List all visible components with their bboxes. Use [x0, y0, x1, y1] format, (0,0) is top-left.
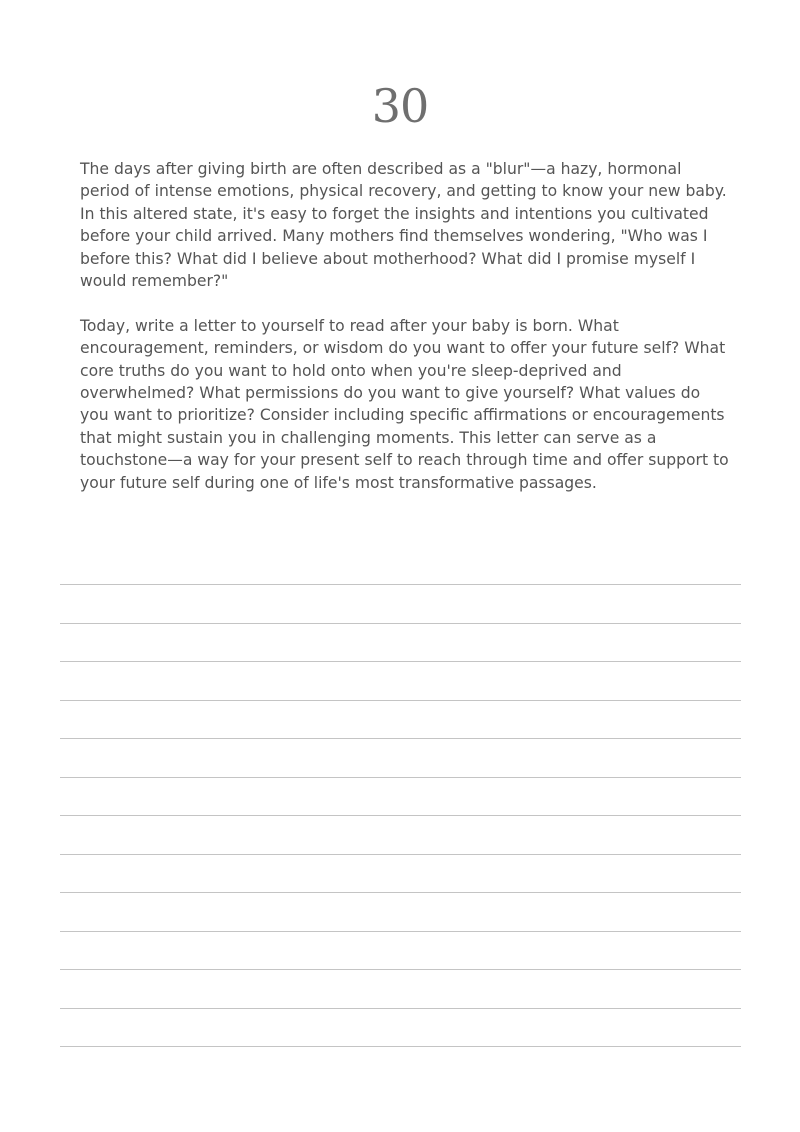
writing-line [60, 969, 741, 1008]
writing-lines [60, 584, 741, 1048]
journal-prompt [80, 158, 730, 516]
writing-line [60, 815, 741, 854]
writing-line [60, 738, 741, 777]
writing-line [60, 700, 741, 739]
prompt-paragraph: Today, write a letter to yourself to read after your baby is born. What encouragement, reminders, or wisdom do you want to offer your future self? What core truths do you want to hold onto when you're sleep-deprived and overwhelmed? What permissions do you want to give yourself? What values do you want to prioritize? Consider including specific affirmations or encouragements that might sustain you in challenging moments. This letter can serve as a touchstone—a way for your present self to reach through time and offer support to your future self during one of life's most transformative passages. [80, 316, 729, 492]
writing-line [60, 777, 741, 816]
writing-line [60, 892, 741, 931]
writing-line [60, 1046, 741, 1048]
writing-line [60, 931, 741, 970]
prompt-paragraph: The days after giving birth are often described as a "blur"—a hazy, hormonal period of intense emotions, physical recovery, and getting to know your new baby. In this altered state, it's easy to forget the insights and intentions you cultivated before your child arrived. Many mothers find themselves wondering, "Who was I before this? What did I believe about motherhood? What did I promise myself I would remember?" [80, 160, 727, 291]
writing-line [60, 584, 741, 623]
writing-line [60, 854, 741, 893]
writing-line [60, 1008, 741, 1047]
writing-line [60, 623, 741, 662]
page-number: 30 [371, 79, 429, 133]
writing-line [60, 661, 741, 700]
